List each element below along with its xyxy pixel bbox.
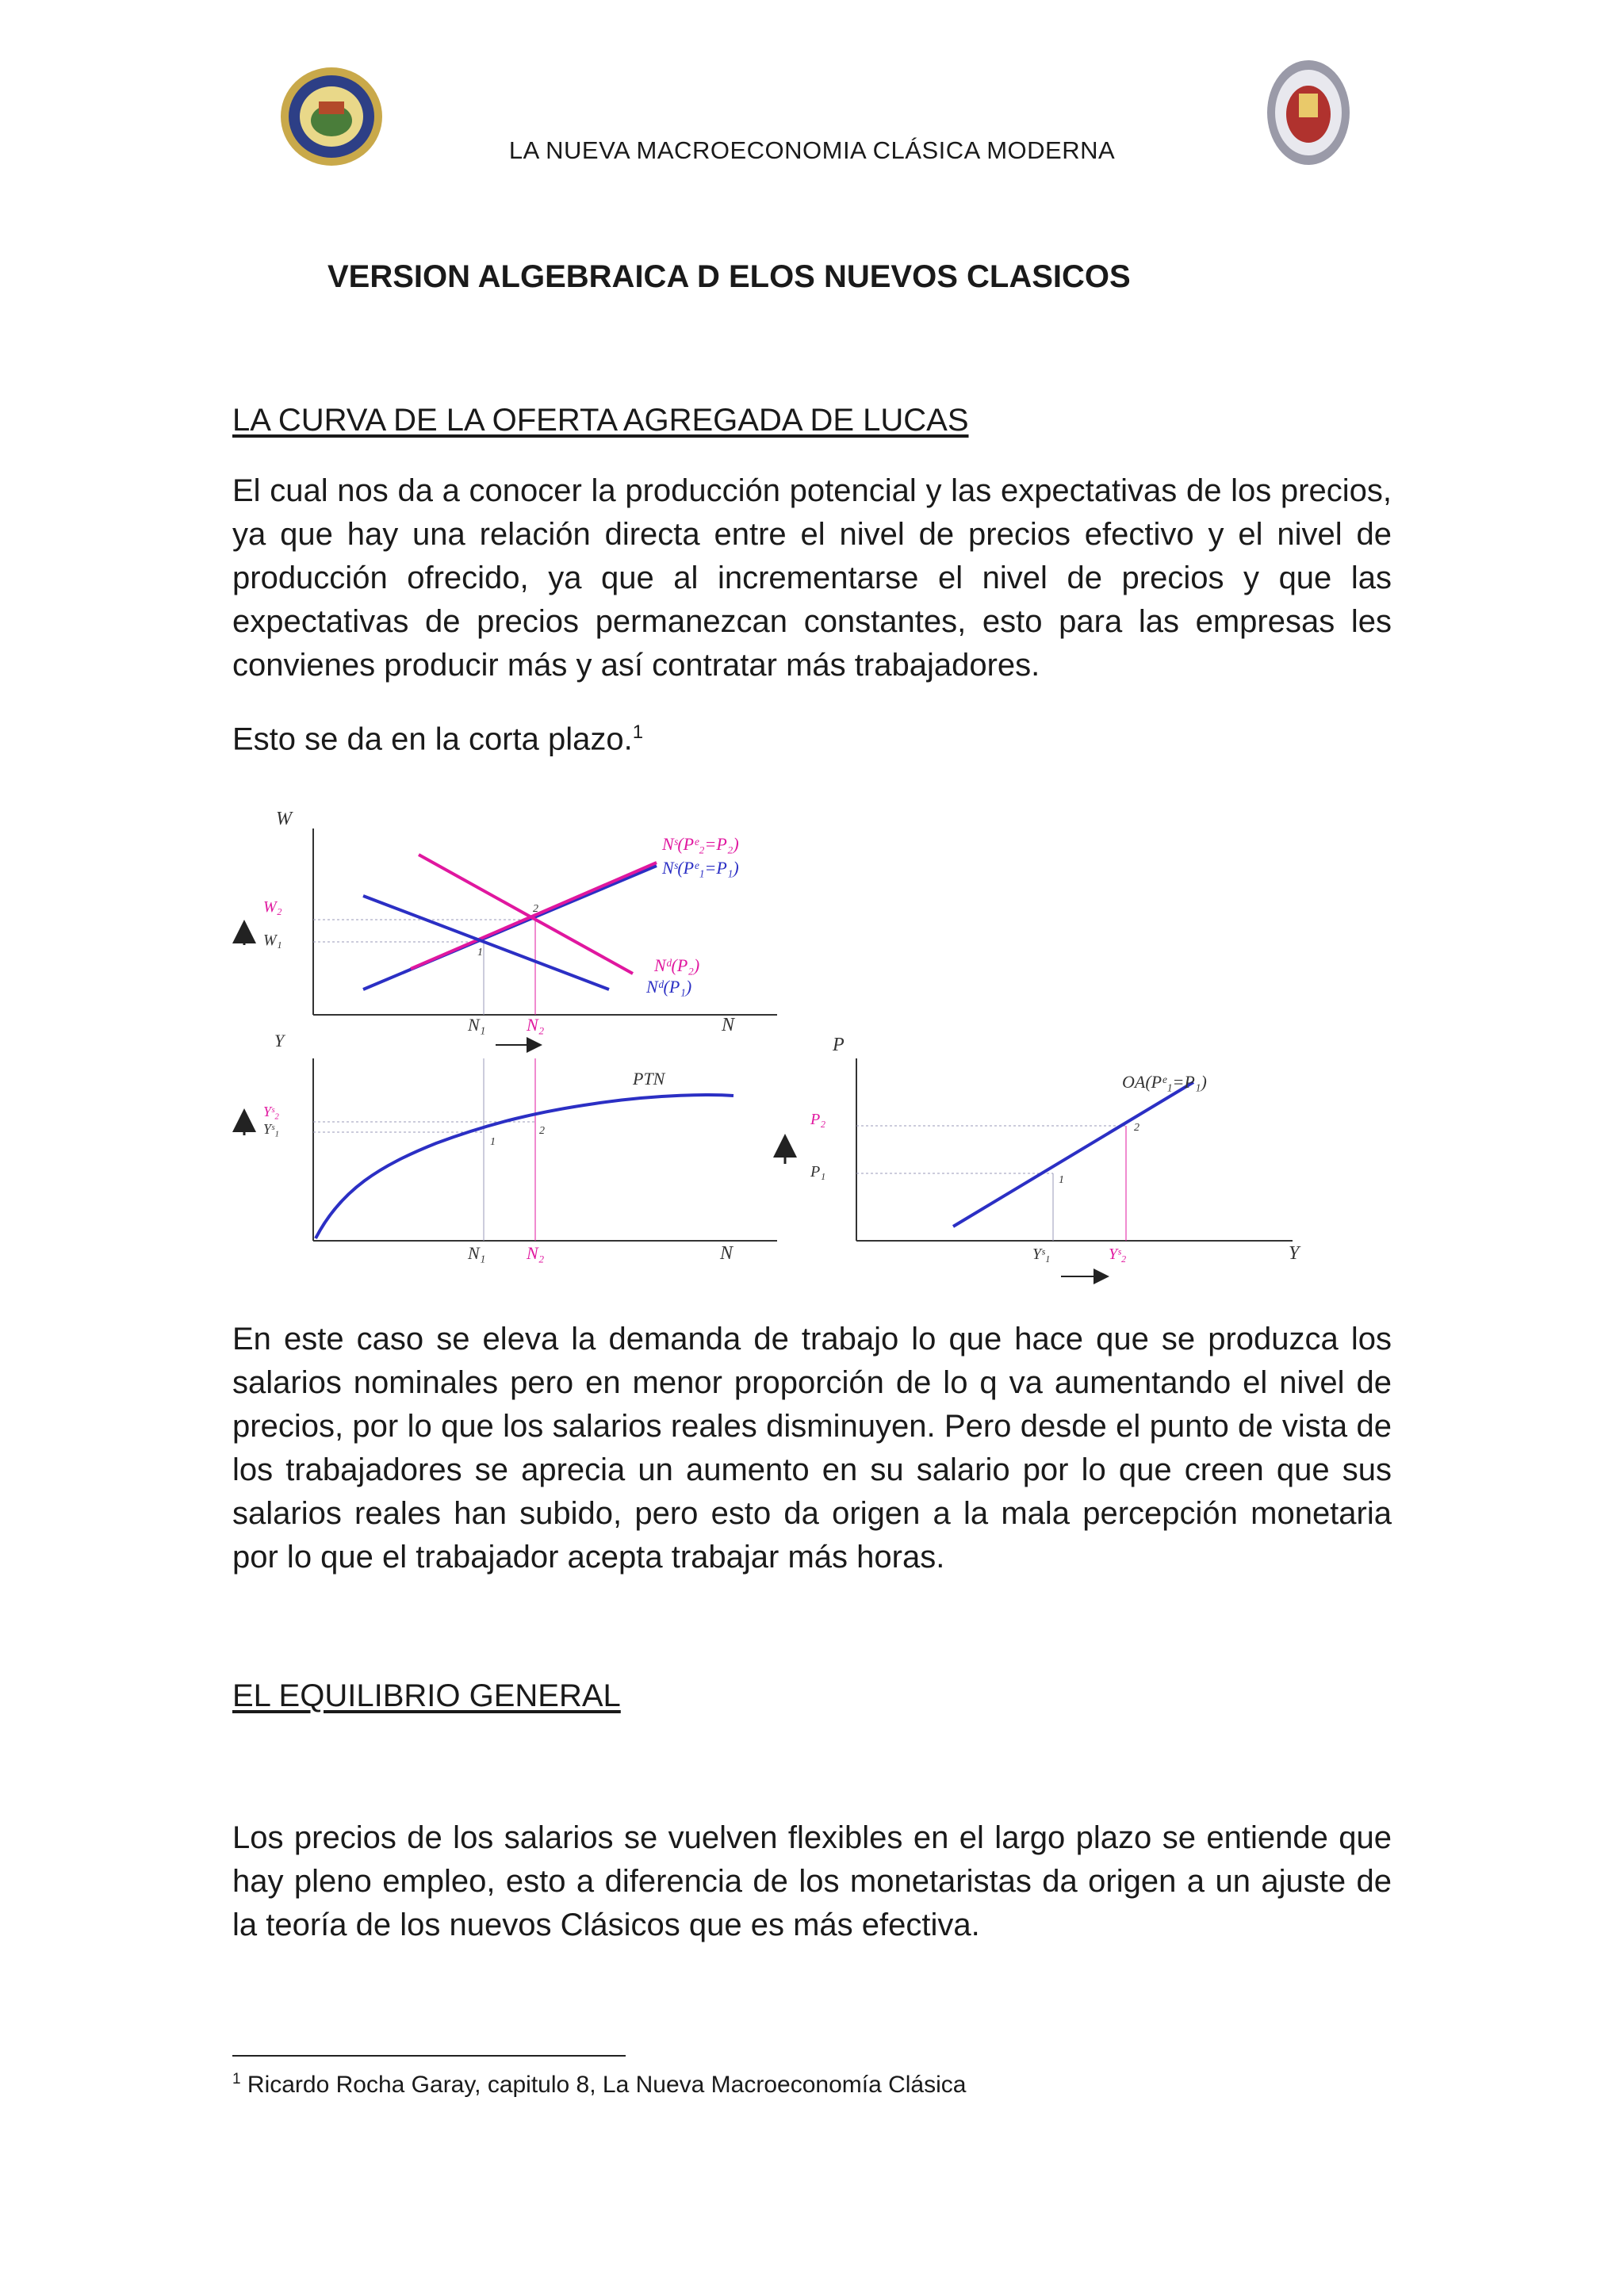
labor-y-axis-label: W [276, 809, 292, 829]
labor-x-axis-label: N [722, 1015, 735, 1035]
paragraph-corto-plazo [232, 710, 1392, 761]
labor-point2-label: 2 [533, 903, 538, 915]
footnote-text: Ricardo Rocha Garay, capitulo 8, La Nueva Macroeconomía Clásica [240, 2072, 967, 2098]
labor-supply-2-line [411, 863, 657, 969]
footnote [232, 2071, 966, 2099]
footnote-number: 1 [232, 2071, 241, 2087]
paragraph-equilibrio: Los precios de los salarios se vuelven flexibles en el largo plazo se entiende que hay pleno empleo, esto a diferencia de los monetaristas da origen a un ajuste de la teoría de los nuevos Clásicos que es más efectiva. [232, 1820, 1392, 1942]
supply-x-axis-label: Y [1289, 1243, 1300, 1264]
production-n1-label: N₁ [468, 1243, 486, 1263]
labor-market-panel [244, 809, 777, 1045]
aggregate-supply-panel [785, 1035, 1301, 1276]
supply-ys2-label: Yˢ₂ [1109, 1246, 1127, 1263]
paragraph-oferta: El cual nos da a conocer la producción potencial y las expectativas de los precios, ya que hay una relación directa entre el nivel de precios efectivo y el nivel de producción ofrecido, ya que al incrementarse el nivel de precios y que las expectativas de precios permanezcan constantes, esto para las empresas les convienes producir más y así contratar más trabajadores. [232, 473, 1392, 683]
supply-curve-label: OA(Pᵉ₁=P₁) [1122, 1072, 1207, 1092]
supply-ys1-label: Yˢ₁ [1032, 1246, 1051, 1263]
supply-point2-label: 2 [1134, 1122, 1139, 1134]
labor-n2-label: N₂ [527, 1015, 545, 1035]
labor-supply-2-label: Nˢ(Pᵉ₂=P₂) [662, 834, 739, 854]
section-heading-equilibrio: EL EQUILIBRIO GENERAL [232, 1678, 621, 1713]
production-y-axis-label: Y [274, 1031, 285, 1050]
aggregate-supply-line [953, 1082, 1193, 1226]
production-function-curve [316, 1095, 733, 1238]
footnote-divider [232, 2055, 626, 2057]
production-point1-label: 1 [490, 1136, 496, 1148]
paragraph-corto-plazo-text: Esto se da en la corta plazo. [232, 721, 633, 757]
labor-w1-label: W₁ [263, 932, 282, 949]
labor-point1-label: 1 [477, 947, 483, 959]
paragraph-demanda-trabajo: En este caso se eleva la demanda de trabajo lo que hace que se produzca los salarios nominales pero en menor proporción de lo q va aumentando el nivel de precios, por lo que los salarios reales disminuyen. Pero desde el punto de vista de los trabajadores se aprecia un aumento en su salario por lo que creen que sus salarios reales han subido, pero esto da origen a la mala percepción monetaria por lo que el trabajador acepta trabajar más horas. [232, 1322, 1392, 1575]
production-curve-label: PTN [633, 1069, 665, 1089]
production-ys1-label: Yˢ₁ [263, 1121, 280, 1137]
labor-supply-1-label: Nˢ(Pᵉ₁=P₁) [662, 858, 739, 878]
labor-n1-label: N₁ [468, 1015, 486, 1035]
labor-demand-2-label: Nᵈ(P₂) [654, 955, 700, 975]
running-header: LA NUEVA MACROECONOMIA CLÁSICA MODERNA [508, 136, 1116, 164]
production-panel [244, 1031, 777, 1264]
labor-w2-label: W₂ [263, 898, 282, 916]
labor-demand-2-line [419, 855, 633, 974]
labor-demand-1-label: Nᵈ(P₁) [646, 977, 692, 997]
production-x-axis-label: N [720, 1243, 733, 1264]
supply-p1-label: P₁ [810, 1163, 826, 1181]
production-point2-label: 2 [539, 1125, 545, 1137]
document-title: VERSION ALGEBRAICA D ELOS NUEVOS CLASICOS [327, 259, 1131, 294]
footnote-reference: 1 [632, 721, 644, 743]
supply-p2-label: P₂ [810, 1111, 826, 1128]
production-n2-label: N₂ [527, 1243, 545, 1263]
supply-y-axis-label: P [833, 1035, 845, 1055]
supply-point1-label: 1 [1059, 1174, 1064, 1186]
section-heading-oferta: LA CURVA DE LA OFERTA AGREGADA DE LUCAS [232, 403, 969, 438]
lucas-supply-figure [222, 793, 1348, 1300]
production-ys2-label: Yˢ₂ [263, 1104, 280, 1119]
